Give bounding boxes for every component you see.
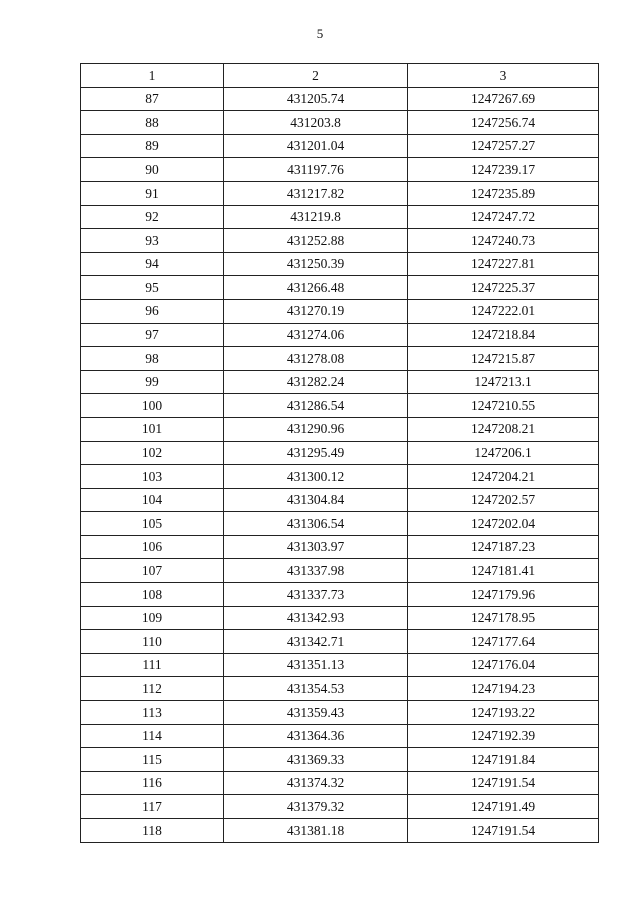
- x-coordinate-cell: 431303.97: [224, 535, 408, 559]
- point-number-cell: 91: [81, 181, 224, 205]
- table-row: [81, 677, 599, 701]
- table-row: [81, 323, 599, 347]
- table-row: [81, 417, 599, 441]
- y-coordinate-cell: 1247213.1: [408, 370, 599, 394]
- point-number-cell: 104: [81, 488, 224, 512]
- table-header: [81, 64, 599, 88]
- x-coordinate-cell: 431381.18: [224, 819, 408, 843]
- table-row: [81, 158, 599, 182]
- point-number-cell: 88: [81, 111, 224, 135]
- table-row: [81, 748, 599, 772]
- y-coordinate-cell: 1247235.89: [408, 181, 599, 205]
- table-row: [81, 252, 599, 276]
- table-row: [81, 87, 599, 111]
- x-coordinate-cell: 431342.93: [224, 606, 408, 630]
- x-coordinate-cell: 431354.53: [224, 677, 408, 701]
- point-number-cell: 90: [81, 158, 224, 182]
- y-coordinate-cell: 1247181.41: [408, 559, 599, 583]
- x-coordinate-cell: 431274.06: [224, 323, 408, 347]
- x-coordinate-cell: 431351.13: [224, 653, 408, 677]
- table-body: [81, 87, 599, 842]
- point-number-cell: 109: [81, 606, 224, 630]
- y-coordinate-cell: 1247178.95: [408, 606, 599, 630]
- point-number-cell: 94: [81, 252, 224, 276]
- point-number-cell: 93: [81, 229, 224, 253]
- x-coordinate-cell: 431337.98: [224, 559, 408, 583]
- x-coordinate-cell: 431300.12: [224, 465, 408, 489]
- point-number-cell: 89: [81, 134, 224, 158]
- header-row: [81, 64, 599, 88]
- y-coordinate-cell: 1247208.21: [408, 417, 599, 441]
- y-coordinate-cell: 1247256.74: [408, 111, 599, 135]
- table-row: [81, 205, 599, 229]
- table-row: [81, 653, 599, 677]
- point-number-cell: 87: [81, 87, 224, 111]
- x-coordinate-cell: 431270.19: [224, 299, 408, 323]
- point-number-cell: 117: [81, 795, 224, 819]
- point-number-cell: 103: [81, 465, 224, 489]
- table-row: [81, 559, 599, 583]
- x-coordinate-cell: 431252.88: [224, 229, 408, 253]
- point-number-cell: 102: [81, 441, 224, 465]
- x-coordinate-cell: 431304.84: [224, 488, 408, 512]
- y-coordinate-cell: 1247176.04: [408, 653, 599, 677]
- x-coordinate-cell: 431290.96: [224, 417, 408, 441]
- y-coordinate-cell: 1247202.57: [408, 488, 599, 512]
- point-number-cell: 95: [81, 276, 224, 300]
- y-coordinate-cell: 1247222.01: [408, 299, 599, 323]
- table-row: [81, 795, 599, 819]
- point-number-cell: 114: [81, 724, 224, 748]
- x-coordinate-cell: 431286.54: [224, 394, 408, 418]
- point-number-cell: 116: [81, 771, 224, 795]
- y-coordinate-cell: 1247240.73: [408, 229, 599, 253]
- table-row: [81, 111, 599, 135]
- point-number-cell: 113: [81, 701, 224, 725]
- y-coordinate-cell: 1247239.17: [408, 158, 599, 182]
- x-coordinate-cell: 431203.8: [224, 111, 408, 135]
- coordinates-table: [80, 63, 599, 843]
- table-row: [81, 181, 599, 205]
- point-number-cell: 105: [81, 512, 224, 536]
- table-row: [81, 771, 599, 795]
- x-coordinate-cell: 431306.54: [224, 512, 408, 536]
- column-header-3: 3: [408, 64, 599, 88]
- table-row: [81, 370, 599, 394]
- point-number-cell: 106: [81, 535, 224, 559]
- y-coordinate-cell: 1247225.37: [408, 276, 599, 300]
- table-row: [81, 347, 599, 371]
- point-number-cell: 98: [81, 347, 224, 371]
- x-coordinate-cell: 431250.39: [224, 252, 408, 276]
- point-number-cell: 110: [81, 630, 224, 654]
- point-number-cell: 97: [81, 323, 224, 347]
- table-row: [81, 488, 599, 512]
- y-coordinate-cell: 1247191.84: [408, 748, 599, 772]
- table-row: [81, 441, 599, 465]
- x-coordinate-cell: 431369.33: [224, 748, 408, 772]
- y-coordinate-cell: 1247193.22: [408, 701, 599, 725]
- table-row: [81, 512, 599, 536]
- y-coordinate-cell: 1247218.84: [408, 323, 599, 347]
- y-coordinate-cell: 1247192.39: [408, 724, 599, 748]
- table-row: [81, 630, 599, 654]
- y-coordinate-cell: 1247210.55: [408, 394, 599, 418]
- y-coordinate-cell: 1247179.96: [408, 583, 599, 607]
- x-coordinate-cell: 431337.73: [224, 583, 408, 607]
- y-coordinate-cell: 1247191.54: [408, 771, 599, 795]
- table-row: [81, 819, 599, 843]
- x-coordinate-cell: 431295.49: [224, 441, 408, 465]
- y-coordinate-cell: 1247206.1: [408, 441, 599, 465]
- y-coordinate-cell: 1247202.04: [408, 512, 599, 536]
- table-row: [81, 299, 599, 323]
- page-number: 5: [316, 26, 324, 41]
- x-coordinate-cell: 431219.8: [224, 205, 408, 229]
- point-number-cell: 108: [81, 583, 224, 607]
- column-header-1: 1: [81, 64, 224, 88]
- point-number-cell: 92: [81, 205, 224, 229]
- point-number-cell: 99: [81, 370, 224, 394]
- table-row: [81, 606, 599, 630]
- y-coordinate-cell: 1247215.87: [408, 347, 599, 371]
- table-row: [81, 701, 599, 725]
- table-row: [81, 134, 599, 158]
- x-coordinate-cell: 431359.43: [224, 701, 408, 725]
- table-row: [81, 276, 599, 300]
- y-coordinate-cell: 1247191.49: [408, 795, 599, 819]
- table-row: [81, 535, 599, 559]
- y-coordinate-cell: 1247177.64: [408, 630, 599, 654]
- table-row: [81, 465, 599, 489]
- x-coordinate-cell: 431266.48: [224, 276, 408, 300]
- table-row: [81, 583, 599, 607]
- x-coordinate-cell: 431205.74: [224, 87, 408, 111]
- y-coordinate-cell: 1247187.23: [408, 535, 599, 559]
- column-header-2: 2: [224, 64, 408, 88]
- y-coordinate-cell: 1247257.27: [408, 134, 599, 158]
- x-coordinate-cell: 431201.04: [224, 134, 408, 158]
- point-number-cell: 100: [81, 394, 224, 418]
- x-coordinate-cell: 431342.71: [224, 630, 408, 654]
- x-coordinate-cell: 431364.36: [224, 724, 408, 748]
- y-coordinate-cell: 1247247.72: [408, 205, 599, 229]
- table-row: [81, 229, 599, 253]
- point-number-cell: 107: [81, 559, 224, 583]
- x-coordinate-cell: 431282.24: [224, 370, 408, 394]
- point-number-cell: 112: [81, 677, 224, 701]
- y-coordinate-cell: 1247267.69: [408, 87, 599, 111]
- table-row: [81, 394, 599, 418]
- y-coordinate-cell: 1247204.21: [408, 465, 599, 489]
- y-coordinate-cell: 1247194.23: [408, 677, 599, 701]
- x-coordinate-cell: 431278.08: [224, 347, 408, 371]
- x-coordinate-cell: 431197.76: [224, 158, 408, 182]
- point-number-cell: 101: [81, 417, 224, 441]
- y-coordinate-cell: 1247191.54: [408, 819, 599, 843]
- x-coordinate-cell: 431217.82: [224, 181, 408, 205]
- point-number-cell: 111: [81, 653, 224, 677]
- point-number-cell: 115: [81, 748, 224, 772]
- point-number-cell: 96: [81, 299, 224, 323]
- x-coordinate-cell: 431379.32: [224, 795, 408, 819]
- point-number-cell: 118: [81, 819, 224, 843]
- x-coordinate-cell: 431374.32: [224, 771, 408, 795]
- y-coordinate-cell: 1247227.81: [408, 252, 599, 276]
- table-row: [81, 724, 599, 748]
